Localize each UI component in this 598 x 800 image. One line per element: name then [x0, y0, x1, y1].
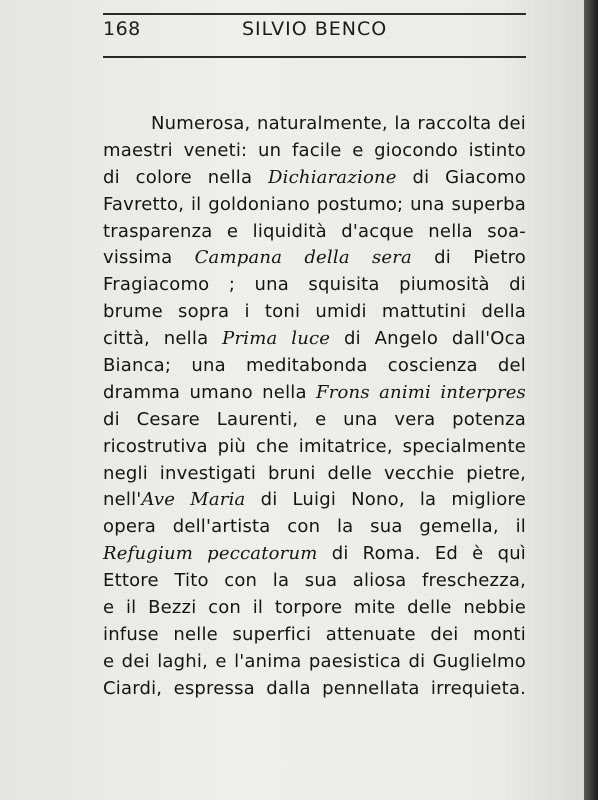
text-line: di Cesare Laurenti, e una vera potenza [103, 408, 526, 430]
text-line: ricostrutiva più che imitatrice, specialmente [103, 435, 526, 457]
work-title: Campana della sera [194, 247, 412, 269]
body-paragraph [103, 111, 526, 703]
text-line: brume sopra i toni umidi mattutini della [103, 301, 526, 323]
text-line: Ettore Tito con la sua aliosa freschezza, [103, 570, 526, 592]
text-line: e dei laghi, e l'anima paesistica di Guglielmo [103, 650, 526, 672]
text-line: nell'Ave Maria di Luigi Nono, la migliore [103, 489, 526, 511]
page-number: 168 [103, 18, 141, 40]
text-line: Fragiacomo ; una squisita piumosità di [103, 274, 526, 296]
text-line: trasparenza e liquidità d'acque nella soa- [103, 220, 526, 242]
running-head: SILVIO BENCO [242, 18, 388, 40]
work-title: Prima luce [222, 328, 331, 350]
text-line: infuse nelle superfici attenuate dei monti [103, 623, 526, 645]
work-title: Refugium peccatorum [103, 543, 318, 565]
text-line: Favretto, il goldoniano postumo; una superba [103, 193, 526, 215]
text-line: dramma umano nella Frons animi interpres [103, 381, 526, 403]
text-line: città, nella Prima luce di Angelo dall'Oca [103, 328, 526, 350]
page-header [103, 18, 526, 48]
text-line: Ciardi, espressa dalla pennellata irrequieta. [103, 677, 526, 699]
header-bottom-rule [103, 56, 526, 58]
work-title: Ave Maria [141, 489, 246, 511]
text-line: e il Bezzi con il torpore mite delle nebbie [103, 597, 526, 619]
text-line: di colore nella Dichiarazione di Giacomo [103, 166, 526, 188]
work-title: Frons animi interpres [316, 381, 526, 403]
text-line: Refugium peccatorum di Roma. Ed è quì [103, 543, 527, 565]
text-line: negli investigati bruni delle vecchie pietre, [103, 462, 526, 484]
text-line: Bianca; una meditabonda coscienza del [103, 355, 526, 377]
work-title: Dichiarazione [268, 166, 397, 188]
text-line: maestri veneti: un facile e giocondo istinto [103, 139, 526, 161]
text-line: vissima Campana della sera di Pietro [103, 247, 526, 269]
text-line: opera dell'artista con la sua gemella, il [103, 516, 526, 538]
page-edge-shadow [584, 0, 598, 800]
header-top-rule [103, 13, 526, 15]
text-line: Numerosa, naturalmente, la raccolta dei [151, 113, 526, 134]
